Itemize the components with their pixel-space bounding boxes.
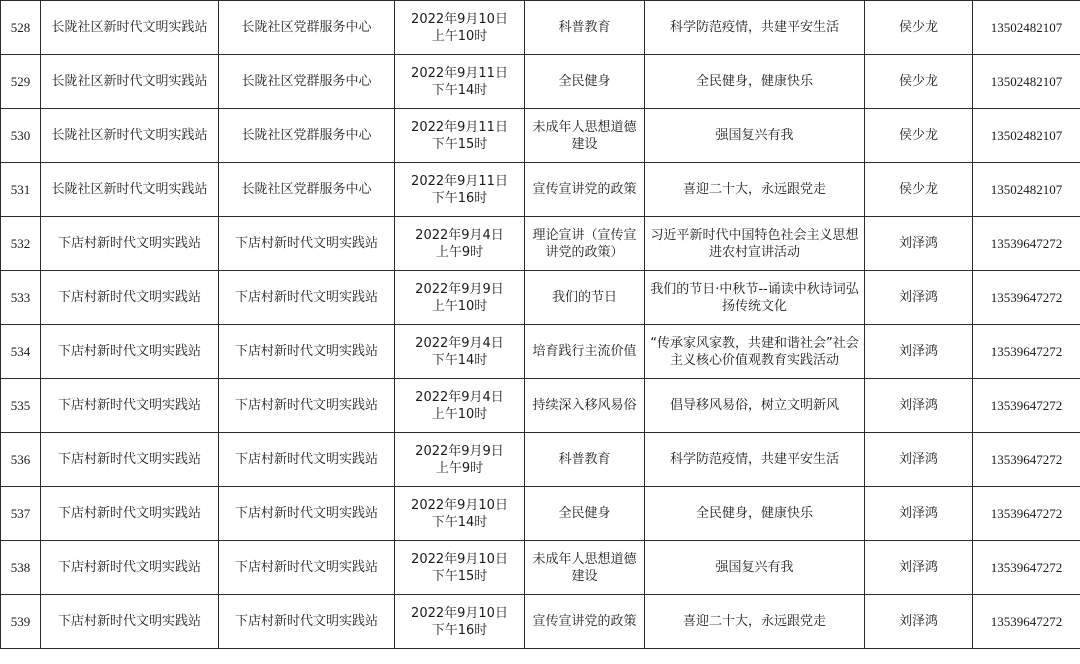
theme-cell: 强国复兴有我 [645, 541, 865, 595]
datetime-cell [395, 271, 525, 325]
row-number-cell: 538 [1, 541, 41, 595]
phone-cell: 13539647272 [973, 595, 1080, 649]
date-text: 2022年9月9日 [415, 281, 504, 297]
datetime-cell [395, 433, 525, 487]
station-cell: 下店村新时代文明实践站 [41, 325, 219, 379]
time-text: 下午14时 [431, 82, 488, 98]
datetime-cell [395, 541, 525, 595]
table-row [1, 541, 1080, 595]
datetime-cell [395, 595, 525, 649]
table-row [1, 379, 1080, 433]
station-cell: 下店村新时代文明实践站 [41, 541, 219, 595]
category-cell: 培育践行主流价值 [525, 325, 645, 379]
table-row [1, 163, 1080, 217]
venue-cell: 下店村新时代文明实践站 [219, 595, 395, 649]
theme-cell: 喜迎二十大，永远跟党走 [645, 595, 865, 649]
time-text: 下午14时 [431, 352, 488, 368]
row-number-cell: 539 [1, 595, 41, 649]
table-body [1, 1, 1080, 649]
time-text: 下午16时 [431, 190, 488, 206]
theme-cell: 科学防范疫情，共建平安生活 [645, 433, 865, 487]
station-cell: 下店村新时代文明实践站 [41, 595, 219, 649]
time-text: 上午10时 [431, 298, 488, 314]
theme-cell: “传承家风家教，共建和谐社会”社会主义核心价值观教育实践活动 [645, 325, 865, 379]
contact-cell: 刘泽鸿 [865, 487, 973, 541]
row-number-cell: 537 [1, 487, 41, 541]
phone-cell: 13539647272 [973, 433, 1080, 487]
venue-cell: 下店村新时代文明实践站 [219, 379, 395, 433]
date-text: 2022年9月11日 [411, 173, 508, 189]
row-number-cell: 533 [1, 271, 41, 325]
date-text: 2022年9月11日 [411, 65, 508, 81]
station-cell: 下店村新时代文明实践站 [41, 217, 219, 271]
phone-cell: 13539647272 [973, 217, 1080, 271]
datetime-cell [395, 1, 525, 55]
datetime-cell [395, 109, 525, 163]
category-cell: 持续深入移风易俗 [525, 379, 645, 433]
station-cell: 长陇社区新时代文明实践站 [41, 1, 219, 55]
station-cell: 长陇社区新时代文明实践站 [41, 163, 219, 217]
contact-cell: 刘泽鸿 [865, 541, 973, 595]
category-cell: 科普教育 [525, 1, 645, 55]
venue-cell: 下店村新时代文明实践站 [219, 217, 395, 271]
contact-cell: 刘泽鸿 [865, 217, 973, 271]
date-text: 2022年9月10日 [411, 551, 508, 567]
row-number-cell: 528 [1, 1, 41, 55]
table-row [1, 217, 1080, 271]
venue-cell: 长陇社区党群服务中心 [219, 1, 395, 55]
time-text: 上午10时 [431, 28, 488, 44]
venue-cell: 长陇社区党群服务中心 [219, 109, 395, 163]
contact-cell: 侯少龙 [865, 1, 973, 55]
contact-cell: 刘泽鸿 [865, 379, 973, 433]
theme-cell: 倡导移风易俗，树立文明新风 [645, 379, 865, 433]
venue-cell: 下店村新时代文明实践站 [219, 487, 395, 541]
datetime-cell [395, 379, 525, 433]
phone-cell: 13539647272 [973, 379, 1080, 433]
station-cell: 长陇社区新时代文明实践站 [41, 109, 219, 163]
time-text: 下午14时 [431, 514, 488, 530]
category-cell: 我们的节日 [525, 271, 645, 325]
theme-cell: 我们的节日·中秋节--诵读中秋诗词弘扬传统文化 [645, 271, 865, 325]
contact-cell: 刘泽鸿 [865, 595, 973, 649]
station-cell: 下店村新时代文明实践站 [41, 433, 219, 487]
row-number-cell: 532 [1, 217, 41, 271]
category-cell: 宣传宣讲党的政策 [525, 595, 645, 649]
date-text: 2022年9月9日 [415, 443, 504, 459]
table-row [1, 1, 1080, 55]
phone-cell: 13539647272 [973, 325, 1080, 379]
row-number-cell: 535 [1, 379, 41, 433]
category-cell: 全民健身 [525, 487, 645, 541]
contact-cell: 刘泽鸿 [865, 325, 973, 379]
category-cell: 未成年人思想道德建设 [525, 541, 645, 595]
contact-cell: 侯少龙 [865, 163, 973, 217]
theme-cell: 强国复兴有我 [645, 109, 865, 163]
datetime-cell [395, 217, 525, 271]
row-number-cell: 529 [1, 55, 41, 109]
contact-cell: 刘泽鸿 [865, 271, 973, 325]
date-text: 2022年9月4日 [415, 335, 504, 351]
time-text: 上午9时 [435, 244, 484, 260]
time-text: 下午15时 [431, 568, 488, 584]
table-row [1, 325, 1080, 379]
category-cell: 未成年人思想道德建设 [525, 109, 645, 163]
category-cell: 科普教育 [525, 433, 645, 487]
theme-cell: 全民健身，健康快乐 [645, 55, 865, 109]
phone-cell: 13502482107 [973, 55, 1080, 109]
datetime-cell [395, 325, 525, 379]
row-number-cell: 536 [1, 433, 41, 487]
phone-cell: 13539647272 [973, 487, 1080, 541]
date-text: 2022年9月11日 [411, 119, 508, 135]
table-row [1, 487, 1080, 541]
station-cell: 下店村新时代文明实践站 [41, 379, 219, 433]
table-row [1, 595, 1080, 649]
venue-cell: 长陇社区党群服务中心 [219, 163, 395, 217]
phone-cell: 13539647272 [973, 541, 1080, 595]
phone-cell: 13539647272 [973, 271, 1080, 325]
row-number-cell: 534 [1, 325, 41, 379]
venue-cell: 下店村新时代文明实践站 [219, 271, 395, 325]
table-row [1, 433, 1080, 487]
venue-cell: 长陇社区党群服务中心 [219, 55, 395, 109]
theme-cell: 全民健身，健康快乐 [645, 487, 865, 541]
table-row [1, 271, 1080, 325]
contact-cell: 刘泽鸿 [865, 433, 973, 487]
time-text: 上午9时 [435, 460, 484, 476]
row-number-cell: 530 [1, 109, 41, 163]
venue-cell: 下店村新时代文明实践站 [219, 541, 395, 595]
datetime-cell [395, 163, 525, 217]
table-row [1, 55, 1080, 109]
datetime-cell [395, 55, 525, 109]
category-cell: 全民健身 [525, 55, 645, 109]
phone-cell: 13502482107 [973, 109, 1080, 163]
phone-cell: 13502482107 [973, 163, 1080, 217]
row-number-cell: 531 [1, 163, 41, 217]
category-cell: 理论宣讲（宣传宣讲党的政策） [525, 217, 645, 271]
phone-cell: 13502482107 [973, 1, 1080, 55]
theme-cell: 喜迎二十大，永远跟党走 [645, 163, 865, 217]
date-text: 2022年9月10日 [411, 11, 508, 27]
time-text: 下午16时 [431, 622, 488, 638]
datetime-cell [395, 487, 525, 541]
venue-cell: 下店村新时代文明实践站 [219, 325, 395, 379]
table-row [1, 109, 1080, 163]
contact-cell: 侯少龙 [865, 109, 973, 163]
station-cell: 下店村新时代文明实践站 [41, 487, 219, 541]
station-cell: 长陇社区新时代文明实践站 [41, 55, 219, 109]
theme-cell: 科学防范疫情，共建平安生活 [645, 1, 865, 55]
date-text: 2022年9月10日 [411, 497, 508, 513]
theme-cell: 习近平新时代中国特色社会主义思想进农村宣讲活动 [645, 217, 865, 271]
contact-cell: 侯少龙 [865, 55, 973, 109]
time-text: 下午15时 [431, 136, 488, 152]
time-text: 上午10时 [431, 406, 488, 422]
date-text: 2022年9月4日 [415, 389, 504, 405]
category-cell: 宣传宣讲党的政策 [525, 163, 645, 217]
venue-cell: 下店村新时代文明实践站 [219, 433, 395, 487]
date-text: 2022年9月10日 [411, 605, 508, 621]
date-text: 2022年9月4日 [415, 227, 504, 243]
station-cell: 下店村新时代文明实践站 [41, 271, 219, 325]
